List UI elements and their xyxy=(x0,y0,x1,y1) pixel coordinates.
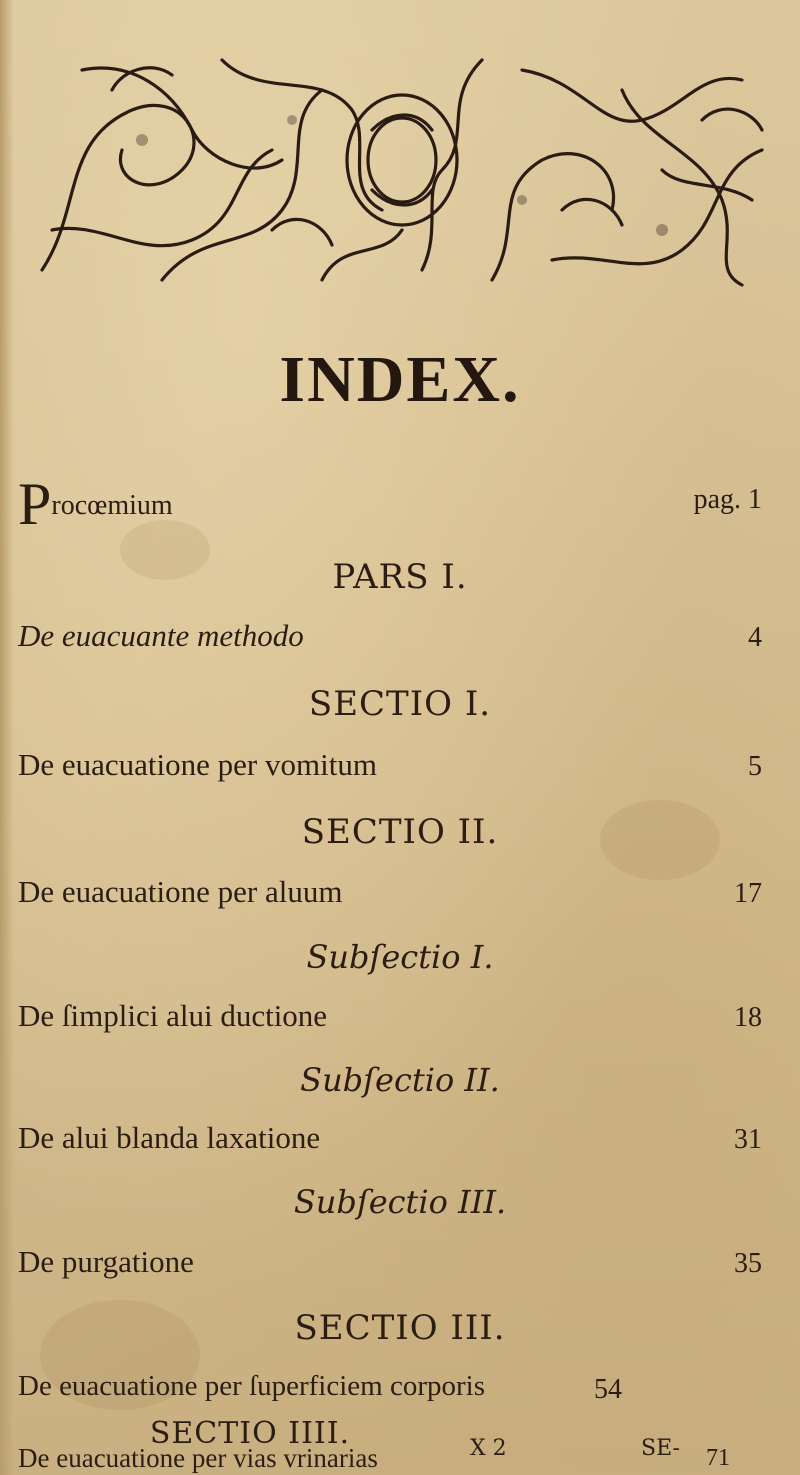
entry-page-number: 4 xyxy=(748,622,762,653)
subsection-heading: Subſectio II. xyxy=(300,1061,500,1099)
page-edge xyxy=(0,0,14,1475)
entry-title: De purgatione xyxy=(18,1244,194,1279)
prooemium-row xyxy=(0,471,800,537)
section-heading: SECTIO IIII. xyxy=(149,1416,351,1451)
entry-page-number: 54 xyxy=(594,1374,622,1405)
entry-title: De alui blanda laxatione xyxy=(18,1120,321,1155)
catchword: SE- xyxy=(641,1436,680,1461)
entry-page-number: 18 xyxy=(734,1002,762,1033)
entry-title: De ſimplici alui ductione xyxy=(18,998,328,1033)
prooemium-word: rocœmium xyxy=(51,490,173,521)
entry-page-number: 17 xyxy=(734,878,762,909)
entry-page-number: 71 xyxy=(706,1445,730,1471)
index-title: INDEX. xyxy=(279,343,521,416)
pars-heading: PARS I. xyxy=(332,557,468,597)
section-heading: SECTIO II. xyxy=(301,812,499,852)
entry-page-number: 5 xyxy=(748,751,762,782)
entry-title: De euacuante methodo xyxy=(18,618,304,653)
entry-page-number: 31 xyxy=(734,1124,762,1155)
entry-title: De euacuatione per ſuperficiem corporis xyxy=(18,1370,486,1402)
entry-title: De euacuatione per aluum xyxy=(18,874,343,909)
subsection-heading: Subſectio I. xyxy=(306,938,494,976)
ornamental-headpiece xyxy=(22,30,782,300)
drop-cap: P xyxy=(18,471,52,537)
section-heading: SECTIO III. xyxy=(294,1308,506,1348)
subsection-heading: Subſectio III. xyxy=(293,1183,507,1221)
prooemium-label xyxy=(18,471,173,537)
signature-mark: X 2 xyxy=(470,1436,507,1461)
entry-title: De euacuatione per vomitum xyxy=(18,747,377,782)
entry-title: De euacuatione per vias vrinarias xyxy=(18,1443,378,1473)
entry-page-number: 35 xyxy=(734,1248,762,1279)
prooemium-page: pag. 1 xyxy=(693,484,762,515)
section-heading: SECTIO I. xyxy=(308,684,492,724)
